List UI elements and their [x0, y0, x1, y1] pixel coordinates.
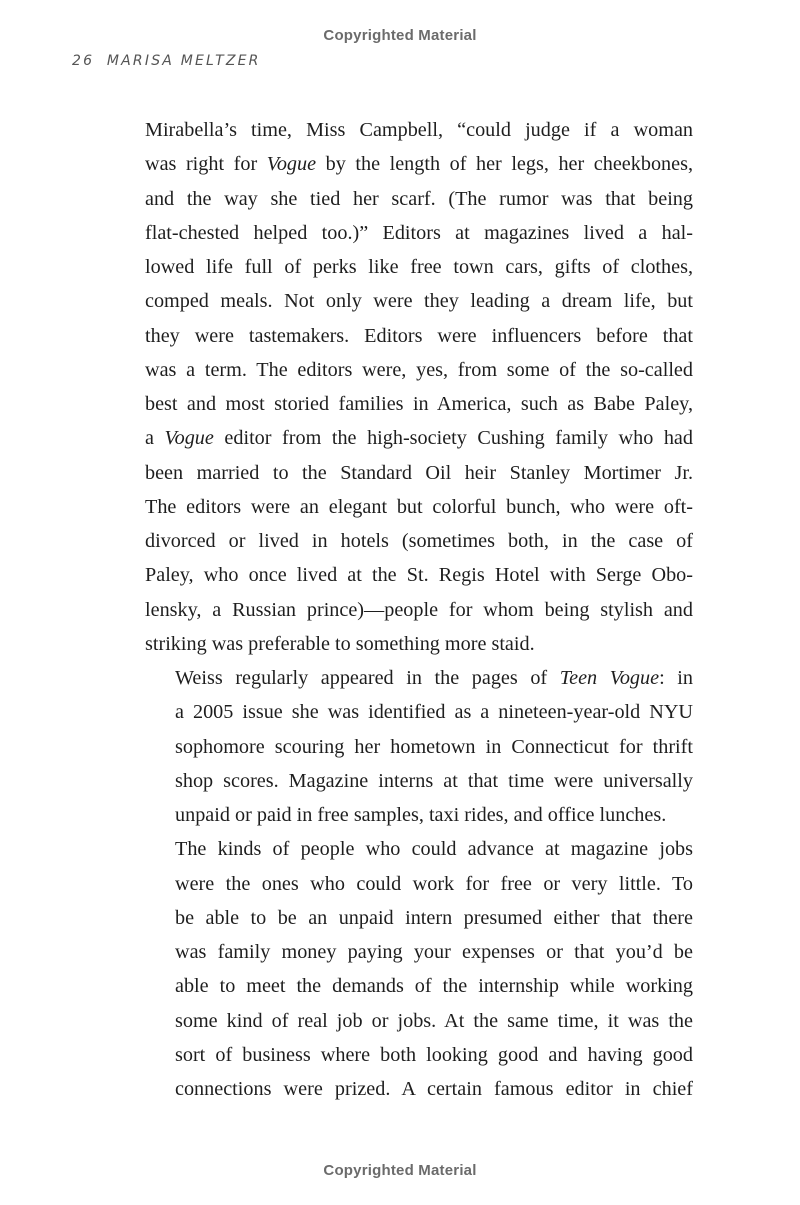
text-line: best and most storied families in America, such as Babe Paley, [145, 393, 693, 415]
text-line: Paley, who once lived at the St. Regis Hotel with Serge Obo- [145, 564, 693, 587]
text-line: divorced or lived in hotels (sometimes both, in the case of [145, 530, 693, 552]
text-line: striking was preferable to something more staid. [145, 632, 535, 655]
italic-title: Teen Vogue [559, 667, 660, 689]
text-line: The kinds of people who could advance at magazine jobs [175, 838, 693, 861]
text-line: sort of business where both looking good and having good [175, 1043, 693, 1066]
text-line: was family money paying your expenses or that you’d be [175, 941, 693, 963]
paragraph-3 [145, 832, 693, 1106]
body-text [145, 113, 693, 1106]
text-line: been married to the Standard Oil heir Stanley Mortimer Jr. [145, 461, 693, 484]
copyright-watermark-top: Copyrighted Material [323, 27, 477, 44]
paragraph-2 [145, 661, 693, 832]
text-line: connections were prized. A certain famous editor in chief [175, 1078, 693, 1100]
text-line: was a term. The editors were, yes, from some of the so-called [145, 358, 693, 381]
text-line: lowed life full of perks like free town cars, gifts of clothes, [145, 256, 693, 278]
italic-title: Vogue [164, 427, 214, 450]
text-line: comped meals. Not only were they leading a dream life, but [145, 290, 693, 313]
page-number: 26 [72, 53, 95, 69]
paragraph-1 [145, 113, 693, 661]
author-name: MARISA MELTZER [106, 53, 261, 69]
text-line: and the way she tied her scarf. (The rumor was that being [145, 187, 693, 210]
text-line: able to meet the demands of the internship while working [175, 975, 693, 998]
italic-title: Vogue [266, 153, 317, 176]
text-line: some kind of real job or jobs. At the same time, it was the [175, 1009, 693, 1032]
text-line: a Vogue editor from the high-society Cushing family who had [145, 427, 693, 450]
text-line: sophomore scouring her hometown in Connecticut for thrift [175, 735, 693, 758]
text-line: Weiss regularly appeared in the pages of Teen Vogue: in [175, 667, 694, 689]
text-line: lensky, a Russian prince)—people for whom being stylish and [145, 598, 693, 621]
text-line: were the ones who could work for free or very little. To [175, 872, 693, 895]
text-line: a 2005 issue she was identified as a nineteen-year-old NYU [175, 701, 693, 724]
text-line: The editors were an elegant but colorful bunch, who were oft- [145, 495, 693, 518]
running-head [72, 53, 261, 69]
text-line: unpaid or paid in free samples, taxi rides, and office lunches. [175, 804, 667, 826]
text-line: Mirabella’s time, Miss Campbell, “could judge if a woman [145, 119, 693, 141]
text-line: was right for Vogue by the length of her legs, her cheekbones, [145, 153, 693, 176]
copyright-watermark-bottom: Copyrighted Material [323, 1162, 477, 1179]
text-line: flat-chested helped too.)” Editors at magazines lived a hal- [145, 221, 693, 244]
text-line: they were tastemakers. Editors were influencers before that [145, 324, 693, 347]
text-line: be able to be an unpaid intern presumed either that there [175, 906, 693, 929]
text-line: shop scores. Magazine interns at that time were universally [175, 769, 693, 792]
